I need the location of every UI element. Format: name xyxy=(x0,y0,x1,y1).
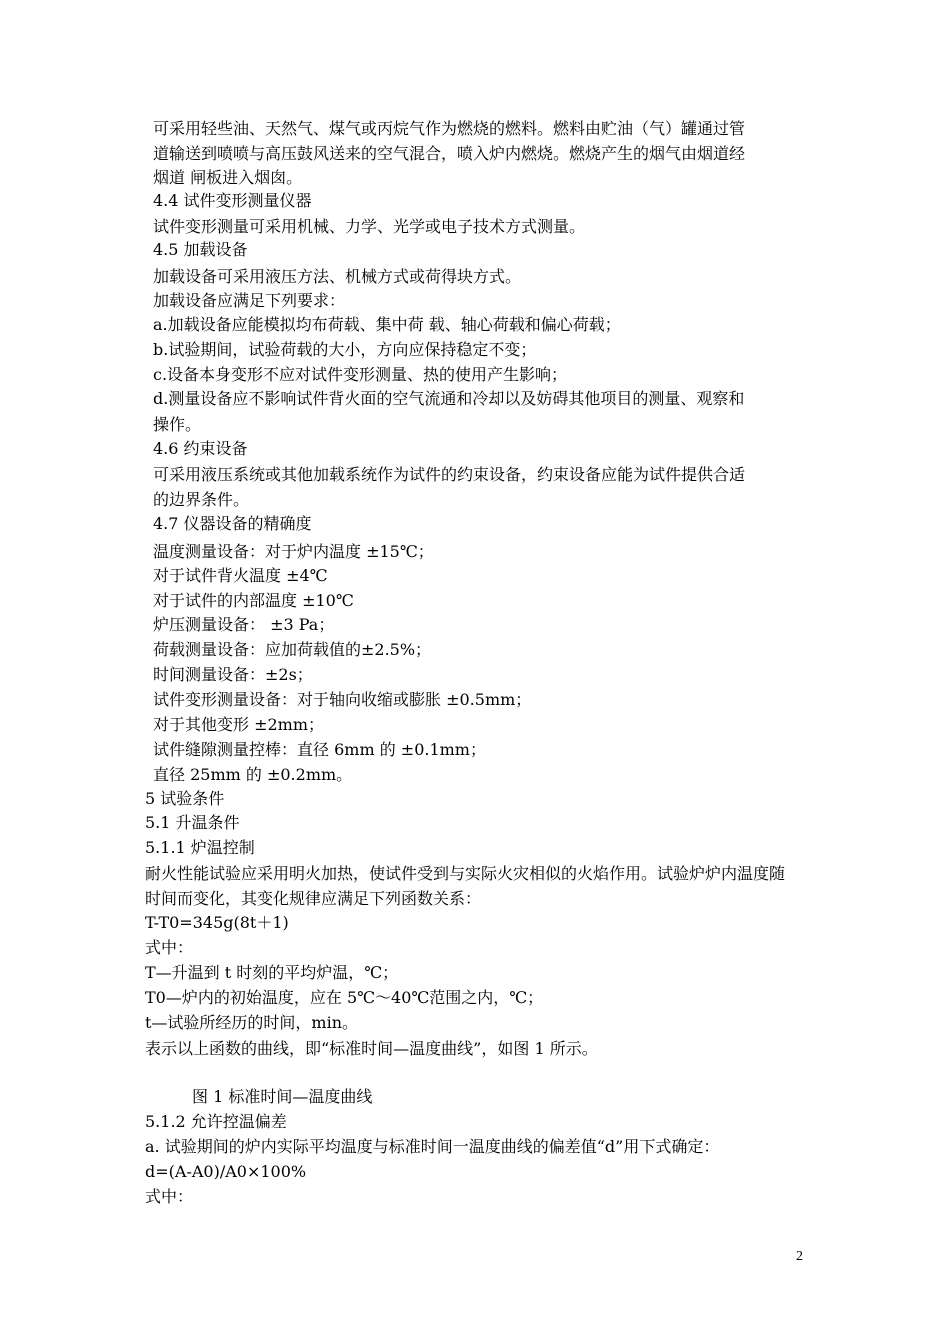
text-line: 可采用液压系统或其他加载系统作为试件的约束设备，约束设备应能为试件提供合适 xyxy=(153,465,746,484)
page-number: 2 xyxy=(796,1249,803,1264)
text-line: 炉压测量设备： ±3 Pa； xyxy=(153,615,335,634)
text-line: 的边界条件。 xyxy=(153,490,250,509)
text-line: 耐火性能试验应采用明火加热，使试件受到与实际火灾相似的火焰作用。试验炉炉内温度随 xyxy=(145,864,786,883)
text-line: 操作。 xyxy=(153,415,202,434)
text-line: T—升温到 t 时刻的平均炉温，℃； xyxy=(145,963,399,982)
text-line: 荷载测量设备：应加荷载值的±2.5%； xyxy=(153,640,432,659)
formula: T-T0=345g(8t＋1) xyxy=(145,913,289,932)
section-heading: 4.6 约束设备 xyxy=(153,439,248,458)
section-heading: 5.1.2 允许控温偏差 xyxy=(145,1112,287,1131)
text-line: 直径 25mm 的 ±0.2mm。 xyxy=(153,765,353,784)
text-line: 试件变形测量设备：对于轴向收缩或膨胀 ±0.5mm； xyxy=(153,690,532,709)
text-line: 温度测量设备：对于炉内温度 ±15℃； xyxy=(153,542,434,561)
figure-caption: 图 1 标准时间—温度曲线 xyxy=(192,1087,373,1106)
text-line: 对于其他变形 ±2mm； xyxy=(153,715,325,734)
text-line: T0—炉内的初始温度，应在 5℃～40℃范围之内，℃； xyxy=(145,988,544,1007)
text-line: a. 试验期间的炉内实际平均温度与标准时间一温度曲线的偏差值“d”用下式确定： xyxy=(145,1137,720,1156)
section-heading: 4.7 仪器设备的精确度 xyxy=(153,514,312,533)
text-line: 时间而变化，其变化规律应满足下列函数关系： xyxy=(145,889,482,908)
text-line: t—试验所经历的时间，min。 xyxy=(145,1013,359,1032)
text-line: 式中： xyxy=(145,1187,194,1206)
list-item: c.设备本身变形不应对试件变形测量、热的使用产生影响； xyxy=(153,365,568,384)
section-heading: 5 试验条件 xyxy=(145,789,225,808)
section-heading: 5.1 升温条件 xyxy=(145,813,240,832)
text-line: 道输送到喷喷与高压鼓风送来的空气混合，喷入炉内燃烧。燃烧产生的烟气由烟道经 xyxy=(153,144,746,163)
list-item: d.测量设备应不影响试件背火面的空气流通和冷却以及妨碍其他项目的测量、观察和 xyxy=(153,389,745,408)
text-line: 可采用轻些油、天然气、煤气或丙烷气作为燃烧的燃料。燃料由贮油（气）罐通过管 xyxy=(153,119,746,138)
formula: d=(A-A0)/A0×100% xyxy=(145,1162,307,1181)
text-line: 加载设备应满足下列要求： xyxy=(153,291,346,310)
section-heading: 4.5 加载设备 xyxy=(153,240,248,259)
text-line: 表示以上函数的曲线，即“标准时间—温度曲线”，如图 1 所示。 xyxy=(145,1039,598,1058)
section-heading: 5.1.1 炉温控制 xyxy=(145,838,255,857)
list-item: b.试验期间，试验荷载的大小，方向应保持稳定不变； xyxy=(153,340,537,359)
text-line: 对于试件的内部温度 ±10℃ xyxy=(153,591,354,610)
text-line: 烟道 闸板进入烟囱。 xyxy=(153,168,303,187)
text-line: 试件变形测量可采用机械、力学、光学或电子技术方式测量。 xyxy=(153,217,586,236)
list-item: a.加载设备应能模拟均布荷载、集中荷 载、轴心荷载和偏心荷载； xyxy=(153,315,621,334)
text-line: 试件缝隙测量控棒：直径 6mm 的 ±0.1mm； xyxy=(153,740,486,759)
text-line: 对于试件背火温度 ±4℃ xyxy=(153,566,328,585)
section-heading: 4.4 试件变形测量仪器 xyxy=(153,191,312,210)
text-line: 式中： xyxy=(145,938,194,957)
text-line: 加载设备可采用液压方法、机械方式或荷得块方式。 xyxy=(153,267,522,286)
text-line: 时间测量设备：±2s； xyxy=(153,665,313,684)
